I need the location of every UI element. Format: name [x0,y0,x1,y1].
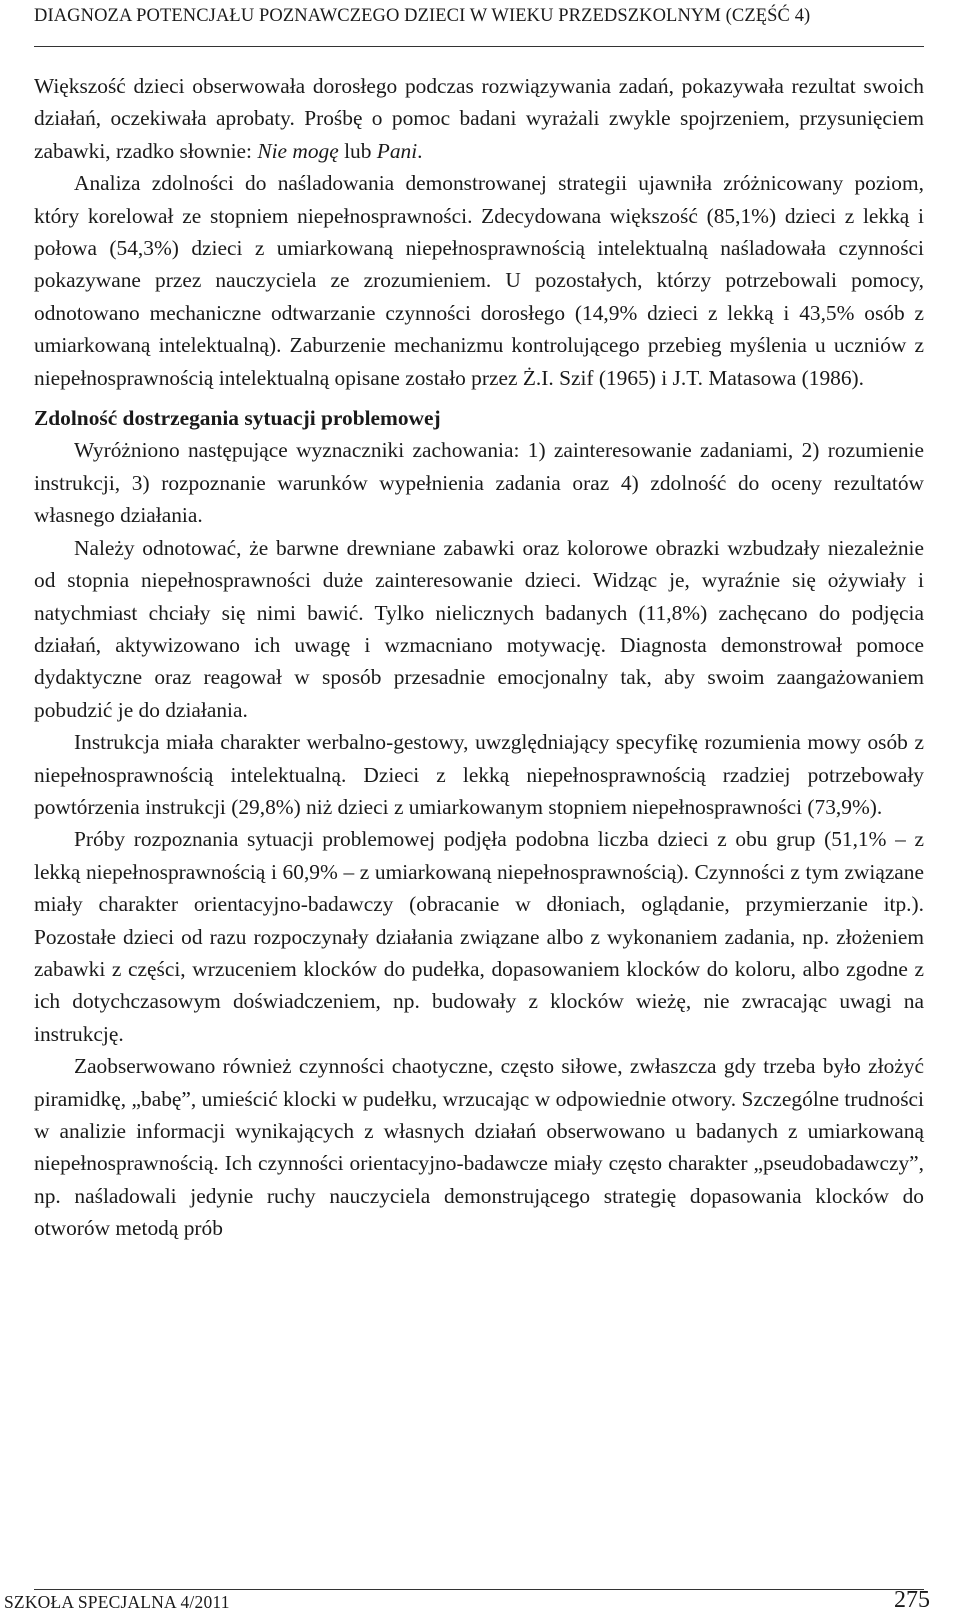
page-number: 275 [894,1587,930,1613]
quote-nie-moge: Nie mogę [257,138,339,163]
journal-name: SZKOŁA SPECJALNA 4/2011 [4,1592,230,1612]
paragraph-1-end: . [417,138,423,163]
paragraph-4: Należy odnotować, że barwne drewniane zabawki oraz kolorowe obrazki wzbudzały niezależnie od stopnia niepełnosprawności duże zainteresowanie dzieci. Widząc je, wyraźnie się ożywiały i natychmiast chciały się nimi bawić. Tylko nielicznych badanych (11,8%) zachęcano do podjęcia działań, aktywizowano ich uwagę i wzmacniano motywację. Diagnosta demonstrował pomoce dydaktyczne oraz reagował w sposób przesadnie emocjonalny tak, aby swoim zaangażowaniem pobudzić je do działania. [34,535,924,722]
running-header: DIAGNOZA POTENCJAŁU POZNAWCZEGO DZIECI W WIEKU PRZEDSZKOLNYM (CZĘŚĆ 4) [34,6,811,26]
header-rule [34,46,924,47]
article-body [34,70,924,1245]
section-heading: Zdolność dostrzegania sytuacji problemowej [34,406,441,431]
paragraph-3: Wyróżniono następujące wyznaczniki zachowania: 1) zainteresowanie zadaniami, 2) rozumienie instrukcji, 3) rozpoznanie warunków wypełnienia zadania oraz 4) zdolność do oceny rezultatów własnego działania. [34,438,924,528]
paragraph-1-text: Większość dzieci obserwowała dorosłego podczas rozwiązywania zadań, pokazywała rezultat swoich działań, oczekiwała aprobaty. Prośbę o pomoc badani wyrażali zwykle spojrzeniem, przysunięciem zabawki, rzadko słownie: [34,74,924,163]
paragraph-2: Analiza zdolności do naśladowania demonstrowanej strategii ujawniła zróżnicowany poziom, który korelował ze stopniem niepełnosprawności. Zdecydowana większość (85,1%) dzieci z lekką i połowa (54,3%) dzieci z umiarkowaną niepełnosprawnością intelektualną naśladowała czynności pokazywane przez nauczyciela ze zrozumieniem. U pozostałych, którzy potrzebowali pomocy, odnotowano mechaniczne odtwarzanie czynności dorosłego (14,9% dzieci z lekką i 43,5% osób z umiarkowaną intelektualną). Zaburzenie mechanizmu kontrolującego przebieg myślenia u uczniów z niepełnosprawnością intelektualną opisane zostało przez Ż.I. Szif (1965) i J.T. Matasowa (1986). [34,171,924,390]
paragraph-7: Zaobserwowano również czynności chaotyczne, często siłowe, zwłaszcza gdy trzeba było złożyć piramidkę, „babę”, umieścić klocki w pudełku, wrzucając w odpowiednie otwory. Szczególne trudności w analizie informacji wynikających z własnych działań obserwowano u badanych z umiarkowaną niepełnosprawnością. Ich czynności orientacyjno-badawcze miały często charakter „pseudobadawczy”, np. naśladowali jedynie ruchy nauczyciela demonstrującego strategię dopasowania klocków do otworów metodą prób [34,1054,924,1241]
paragraph-6: Próby rozpoznania sytuacji problemowej podjęła podobna liczba dzieci z obu grup (51,1% – z lekką niepełnosprawnością i 60,9% – z umiarkowaną niepełnosprawnością). Czynności z tym związane miały charakter orientacyjno-badawczy (obracanie w dłoniach, oglądanie, przymierzanie itp.). Pozostałe dzieci od razu rozpoczynały działania związane albo z wykonaniem zadania, np. złożeniem zabawki z części, wrzuceniem klocków do pudełka, dopasowaniem klocków do koloru, albo zgodne z ich dotychczasowym doświadczeniem, np. budowały z klocków wieżę, nie zwracając uwagi na instrukcję. [34,827,924,1046]
paragraph-5: Instrukcja miała charakter werbalno-gestowy, uwzględniający specyfikę rozumienia mowy osób z niepełnosprawnością intelektualną. Dzieci z lekką niepełnosprawnością rzadziej potrzebowały powtórzenia instrukcji (29,8%) niż dzieci z umiarkowanym stopniem niepełnosprawności (73,9%). [34,730,924,819]
quote-pani: Pani [376,138,418,163]
paragraph-1-connector: lub [338,138,377,163]
paragraph-1 [34,70,924,167]
